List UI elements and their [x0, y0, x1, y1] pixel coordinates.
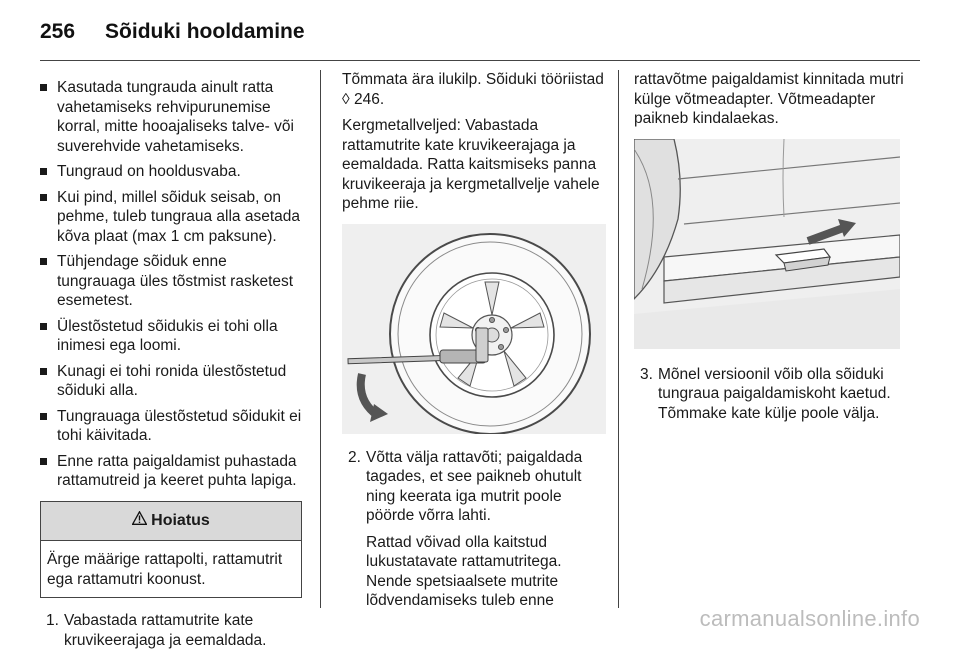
step-text: Mõnel versioonil võib olla sõiduki tungraua paigaldamiskoht kaetud. Tõmmake kate külje poole välja.: [658, 365, 891, 422]
list-item: Kasutada tungrauda ainult ratta vahetamiseks rehvipurunemise korral, mitte hooajaliseks talve- või suverehvide vahetamiseks.: [40, 78, 302, 156]
warning-text: Ärge määrige rattapolti, rattamutrit ega rattamutri koonust.: [47, 551, 283, 588]
site-watermark: carmanualsonline.info: [699, 606, 920, 631]
bullet-icon: [40, 258, 47, 265]
warning-title: Hoiatus: [41, 502, 301, 542]
step-text: Vabastada rattamutrite kate kruvikeerajaga ja eemaldada.: [64, 612, 267, 649]
list-item: Kui pind, millel sõiduk seisab, on pehme, tuleb tungraua alla asetada kõva plaat (max 1 cm paksune).: [40, 188, 302, 247]
bullet-icon: [40, 368, 47, 375]
header-divider: [40, 60, 920, 61]
paragraph: Kergmetallveljed: Vabastada rattamutrite kate kruvikeerajaga ja eemaldada. Ratta kaitsmiseks panna kruvikeeraja ja kergmetallvelje vahele pehme riie.: [342, 117, 600, 212]
list-item: Tungraud on hooldusvaba.: [40, 162, 302, 182]
warning-triangle-icon: [132, 511, 147, 531]
page-number: 256: [40, 20, 76, 43]
bullet-icon: [40, 168, 47, 175]
column-1: [40, 70, 302, 650]
list-item: Kunagi ei tohi ronida ülestõstetud sõiduki alla.: [40, 362, 302, 401]
step-number: 1.: [46, 612, 59, 629]
column-divider-1: [320, 70, 321, 608]
warning-box: [40, 501, 302, 599]
bullet-icon: [40, 458, 47, 465]
jack-position-cover-figure: [634, 139, 900, 349]
paragraph: Tõmmata ära ilukilp. Sõiduki tööriistad ◊ 246.: [342, 71, 604, 108]
step-text: Rattad võivad olla kaitstud lukustatavate rattamutritega. Nende spetsiaalsete mutrite lõdvendamiseks tuleb enne: [366, 533, 562, 609]
wheel-hubcap-removal-figure: [342, 224, 606, 434]
step-number: 3.: [640, 365, 653, 383]
list-item: Enne ratta paigaldamist puhastada rattamutreid ja keeret puhta lapiga.: [40, 452, 302, 491]
column-divider-2: [618, 70, 619, 608]
step-text: Võtta välja rattavõti; paigaldada tagades, et see paikneb ohutult ning keerata iga mutrit poole pöörde võrra lahti.: [366, 448, 583, 524]
step-number: 2.: [348, 448, 361, 466]
step-3: [634, 365, 906, 424]
bullet-icon: [40, 323, 47, 330]
step-2: [342, 448, 604, 611]
page-header: [40, 20, 920, 50]
safety-bullet-list: [40, 78, 302, 491]
bullet-icon: [40, 413, 47, 420]
bullet-icon: [40, 194, 47, 201]
column-3: [634, 70, 906, 423]
paragraph: rattavõtme paigaldamist kinnitada mutri külge võtmeadapter. Võtmeadapter paikneb kindalaekas.: [634, 71, 904, 127]
list-item: Ülestõstetud sõidukis ei tohi olla inimesi ega loomi.: [40, 317, 302, 356]
list-item: Tühjendage sõiduk enne tungrauaga üles tõstmist rasketest esemetest.: [40, 252, 302, 311]
list-item: Tungrauaga ülestõstetud sõidukit ei tohi käivitada.: [40, 407, 302, 446]
column-2: [342, 70, 604, 618]
bullet-icon: [40, 84, 47, 91]
step-1: [40, 611, 302, 650]
page-title: Sõiduki hooldamine: [105, 20, 305, 43]
